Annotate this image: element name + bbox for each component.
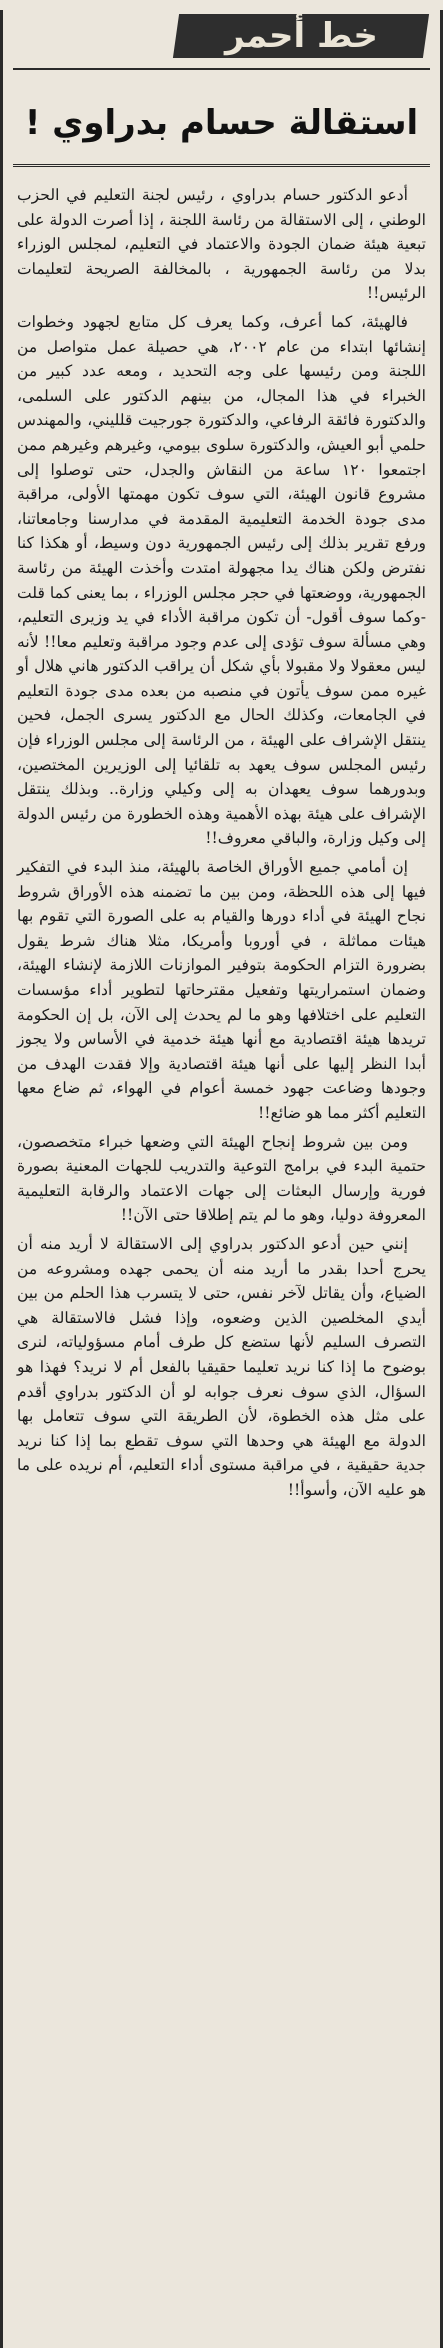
- article-paragraph-5: إنني حين أدعو الدكتور بدراوي إلى الاستقالة لا أريد منه أن يحرج أحدا بقدر ما أريد منه أن يحمى جهده ومشروعه من الضياع، وأن يقاتل لآخر نفس، حتى لا يتسرب هذا الحلم من بين أيدي المخلصين الذين وضعوه، وإذا فشل فالاستقالة هي التصرف السليم لأنها ستضع كل طرف أمام مسؤولياته، لنرى بوضوح ما إذا كنا نريد تعليما حقيقيا بالفعل أم لا نريد؟ فهذا هو السؤال، الذي سوف نعرف جوابه لو أن الدكتور بدراوي أقدم على مثل هذه الخطوة، لأن الطريقة التي سوف تتعامل بها الدولة مع الهيئة هي وحدها التي سوف تقطع بما إذا كنا نريد جدية حقيقية ، في مراقبة مستوى أداء التعليم، أم نريده على ما هو عليه الآن، وأسوأ!!: [17, 1234, 426, 1499]
- article-body: [17, 167, 426, 1502]
- article-paragraph-3: إن أمامي جميع الأوراق الخاصة بالهيئة، منذ البدء في التفكير فيها إلى هذه اللحظة، ومن بين ما تضمنه هذه الأوراق شروط نجاح الهيئة في أداء دورها والقيام به على الصورة التي تقوم بها هيئات مماثلة ، في أوروبا وأمريكا، مثلا هناك شرط يقول بضرورة التزام الحكومة بتوفير الموازنات اللازمة لإنشاء الهيئة، وضمان استمراريتها وتفعيل مقترحاتها لتطوير أداء مؤسسات التعليم على اختلافها وهو ما لم يحدث إلى الآن، بل إن الحكومة تريدها هيئة اقتصادية مع أنها هيئة خدمية في الأساس ولا يجوز أبدا النظر إليها على أنها هيئة اقتصادية وإلا فقدت الهدف من وجودها وضاعت جهود خمسة أعوام في الهواء، ثم ضاع معها التعليم أكثر مما هو ضائع!!: [17, 858, 426, 1122]
- article-headline: استقالة حسام بدراوي !: [24, 103, 419, 144]
- column-logo-text: خط أحمر: [224, 16, 378, 56]
- column-masthead: [13, 10, 430, 70]
- headline-block: [13, 84, 430, 167]
- article-paragraph-2: فالهيئة، كما أعرف، وكما يعرف كل متابع لجهود وخطوات إنشائها ابتداء من عام ٢٠٠٢، هي حصيلة عمل متواصل من اللجنة ومن رئيسها على وجه التحديد ، ومعه عدد كبير من الخبراء في هذا المجال، من بينهم الدكتور على السلمى، والدكتورة فائقة الرفاعي، والدكتورة جورجيت قلليني، والمهندس حلمي أبو العيش، والدكتورة سلوى بيومي، وغيرهم وغيرهم ممن اجتمعوا ١٢٠ ساعة من النقاش والجدل، حتى توصلوا إلى مشروع قانون الهيئة، التي سوف تكون مهمتها الأولى، مراقبة مدى جودة الخدمة التعليمية المقدمة في مدارسنا وجامعاتنا، ورفع تقرير بذلك إلى رئيس الجمهورية دون وسيط، أو هكذا كنا نفترض ولكن هناك يدا مجهولة امتدت وأخذت الهيئة من رئاسة الجمهورية، ووضعتها في حجر مجلس الوزراء ، بما يعنى كما قلت -وكما سوف أقول- أن تكون مراقبة الأداء في يد وزيرى التعليم، وهي مسألة سوف تؤدى إلى عدم وجود مراقبة وتعليم معا!! لأنه ليس معقولا ولا مقبولا بأي شكل أن يراقب الدكتور هاني هلال أو غيره ممن سوف يأتون في منصبه من بعده مدى جودة التعليم في الجامعات، وكذلك الحال مع الدكتور يسرى الجمل، فحين ينتقل الإشراف على الهيئة ، من الرئاسة إلى مجلس الوزراء فإن رئيس المجلس سوف يعهد به تلقائيا إلى الوزيرين المختصين، وبدورهما سوف يعهدان به إلى وكيلي وزارة.. وبذلك ينتقل الإشراف على هيئة بهذه الأهمية وهذه الخطورة من رئيس الدولة إلى وكيل وزارة، والباقي معروف!!: [17, 312, 426, 848]
- article-paragraph-4: ومن بين شروط إنجاح الهيئة التي وضعها خبراء متخصصون، حتمية البدء في برامج التوعية والتدريب للجهات المعنية بصورة فورية وإرسال البعثات إلى جهات الاعتماد والرقابة التعليمية المعروفة دوليا، وهو ما لم يتم إطلاقا حتى الآن!!: [17, 1132, 426, 1225]
- newspaper-column: [0, 10, 443, 2348]
- article-paragraph-1: أدعو الدكتور حسام بدراوي ، رئيس لجنة التعليم في الحزب الوطني ، إلى الاستقالة من رئاسة اللجنة ، إذا أصرت الدولة على تبعية هيئة ضمان الجودة والاعتماد في التعليم، لمجلس الوزراء بدلا من رئاسة الجمهورية ، بالمخالفة الصريحة لتعليمات الرئيس!!: [17, 186, 426, 303]
- column-logo: [173, 14, 429, 58]
